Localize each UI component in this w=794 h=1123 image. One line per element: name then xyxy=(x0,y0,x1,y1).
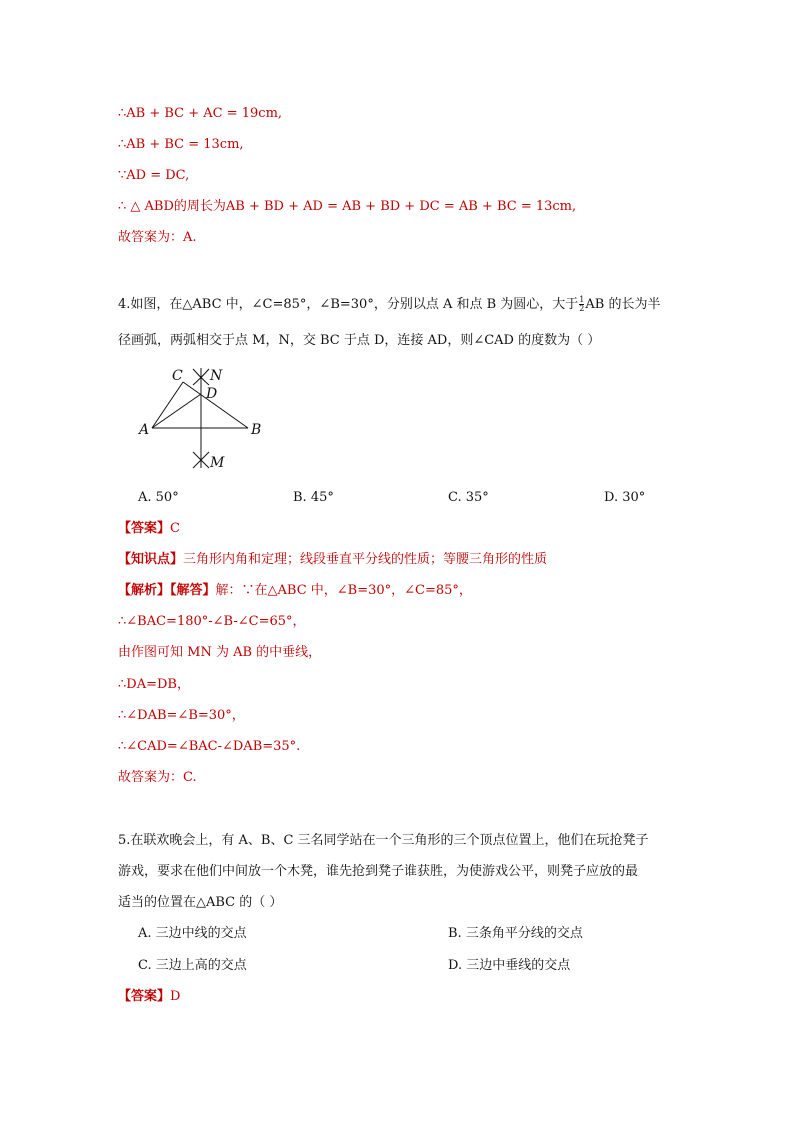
answer-value: C xyxy=(170,521,180,536)
label-n: N xyxy=(210,368,223,384)
question-4-stem-line2: 径画弧，两弧相交于点 M，N，交 BC 于点 D，连接 AD，则∠CAD 的度数为（ ） xyxy=(118,333,601,348)
solution-line: ∴AB + BC + AC = 19cm, xyxy=(118,106,283,121)
q5-option-b: B. 三条角平分线的交点 xyxy=(448,926,583,941)
analysis-step: 由作图可知 MN 为 AB 的中垂线， xyxy=(118,645,322,660)
q4-option-a: A. 50° xyxy=(138,490,179,505)
label-a: A xyxy=(139,422,150,438)
answer-tag: 【答案】 xyxy=(118,989,171,1004)
answer-tag: 【答案】 xyxy=(118,521,171,536)
fraction-one-half xyxy=(579,296,584,313)
question-5-stem-line1: 5.在联欢晚会上，有 A、B、C 三名同学站在一个三角形的三个顶点位置上，他们在玩抢凳子 xyxy=(118,833,649,848)
q4-answer xyxy=(118,521,180,537)
q4-analysis xyxy=(118,583,472,599)
q5-option-a: A. 三边中线的交点 xyxy=(138,926,247,941)
question-4-stem-part2: AB 的长为半 xyxy=(585,297,661,312)
fraction-numerator: 1 xyxy=(579,295,585,304)
q5-answer xyxy=(118,989,180,1005)
analysis-step: ∴DA=DB， xyxy=(118,677,190,692)
knowledge-point-tag: 【知识点】 xyxy=(118,552,184,567)
question-4-stem xyxy=(118,296,660,313)
question-5-stem-line2: 游戏，要求在他们中间放一个木凳，谁先抢到凳子谁获胜，为使游戏公平，则凳子应放的最 xyxy=(118,864,639,879)
q4-option-b: B. 45° xyxy=(293,490,334,505)
solution-line: ∵AD = DC, xyxy=(118,168,190,183)
analysis-tag: 【解析】【解答】 xyxy=(118,583,216,598)
analysis-step: ∴∠BAC=180°-∠B-∠C=65°， xyxy=(118,614,306,629)
q5-option-d: D. 三边中垂线的交点 xyxy=(448,958,571,973)
solution-line: ∴ △ ABD的周长为AB + BD + AD = AB + BD + DC = AB + BC = 13cm, xyxy=(118,199,577,214)
solution-line: ∴AB + BC = 13cm, xyxy=(118,137,244,152)
q4-knowledge-point xyxy=(118,552,547,568)
analysis-step: ∴∠DAB=∠B=30°， xyxy=(118,708,245,723)
fraction-denominator: 2 xyxy=(579,304,585,313)
q4-option-d: D. 30° xyxy=(604,490,646,505)
knowledge-point-text: 三角形内角和定理；线段垂直平分线的性质；等腰三角形的性质 xyxy=(183,552,548,567)
label-b: B xyxy=(251,422,262,438)
segment-ad xyxy=(152,394,201,428)
segment-ac xyxy=(152,382,183,428)
q4-option-c: C. 35° xyxy=(448,490,489,505)
label-d: D xyxy=(206,386,218,402)
q4-conclusion: 故答案为：C. xyxy=(118,770,197,785)
answer-line: 故答案为：A. xyxy=(118,230,197,245)
q5-option-c: C. 三边上高的交点 xyxy=(138,958,247,973)
question-5-stem-line3: 适当的位置在△ABC 的（ ） xyxy=(118,895,283,910)
analysis-text: 解：∵在△ABC 中，∠B=30°，∠C=85°， xyxy=(215,583,472,598)
label-m: M xyxy=(210,455,225,471)
question-4-stem-part1: 4.如图，在△ABC 中，∠C=85°，∠B=30°，分别以点 A 和点 B 为圆心，大于 xyxy=(118,297,579,312)
triangle-figure xyxy=(130,360,270,475)
answer-value: D xyxy=(170,989,181,1004)
label-c: C xyxy=(172,368,183,384)
analysis-step: ∴∠CAD=∠BAC-∠DAB=35°. xyxy=(118,739,301,754)
